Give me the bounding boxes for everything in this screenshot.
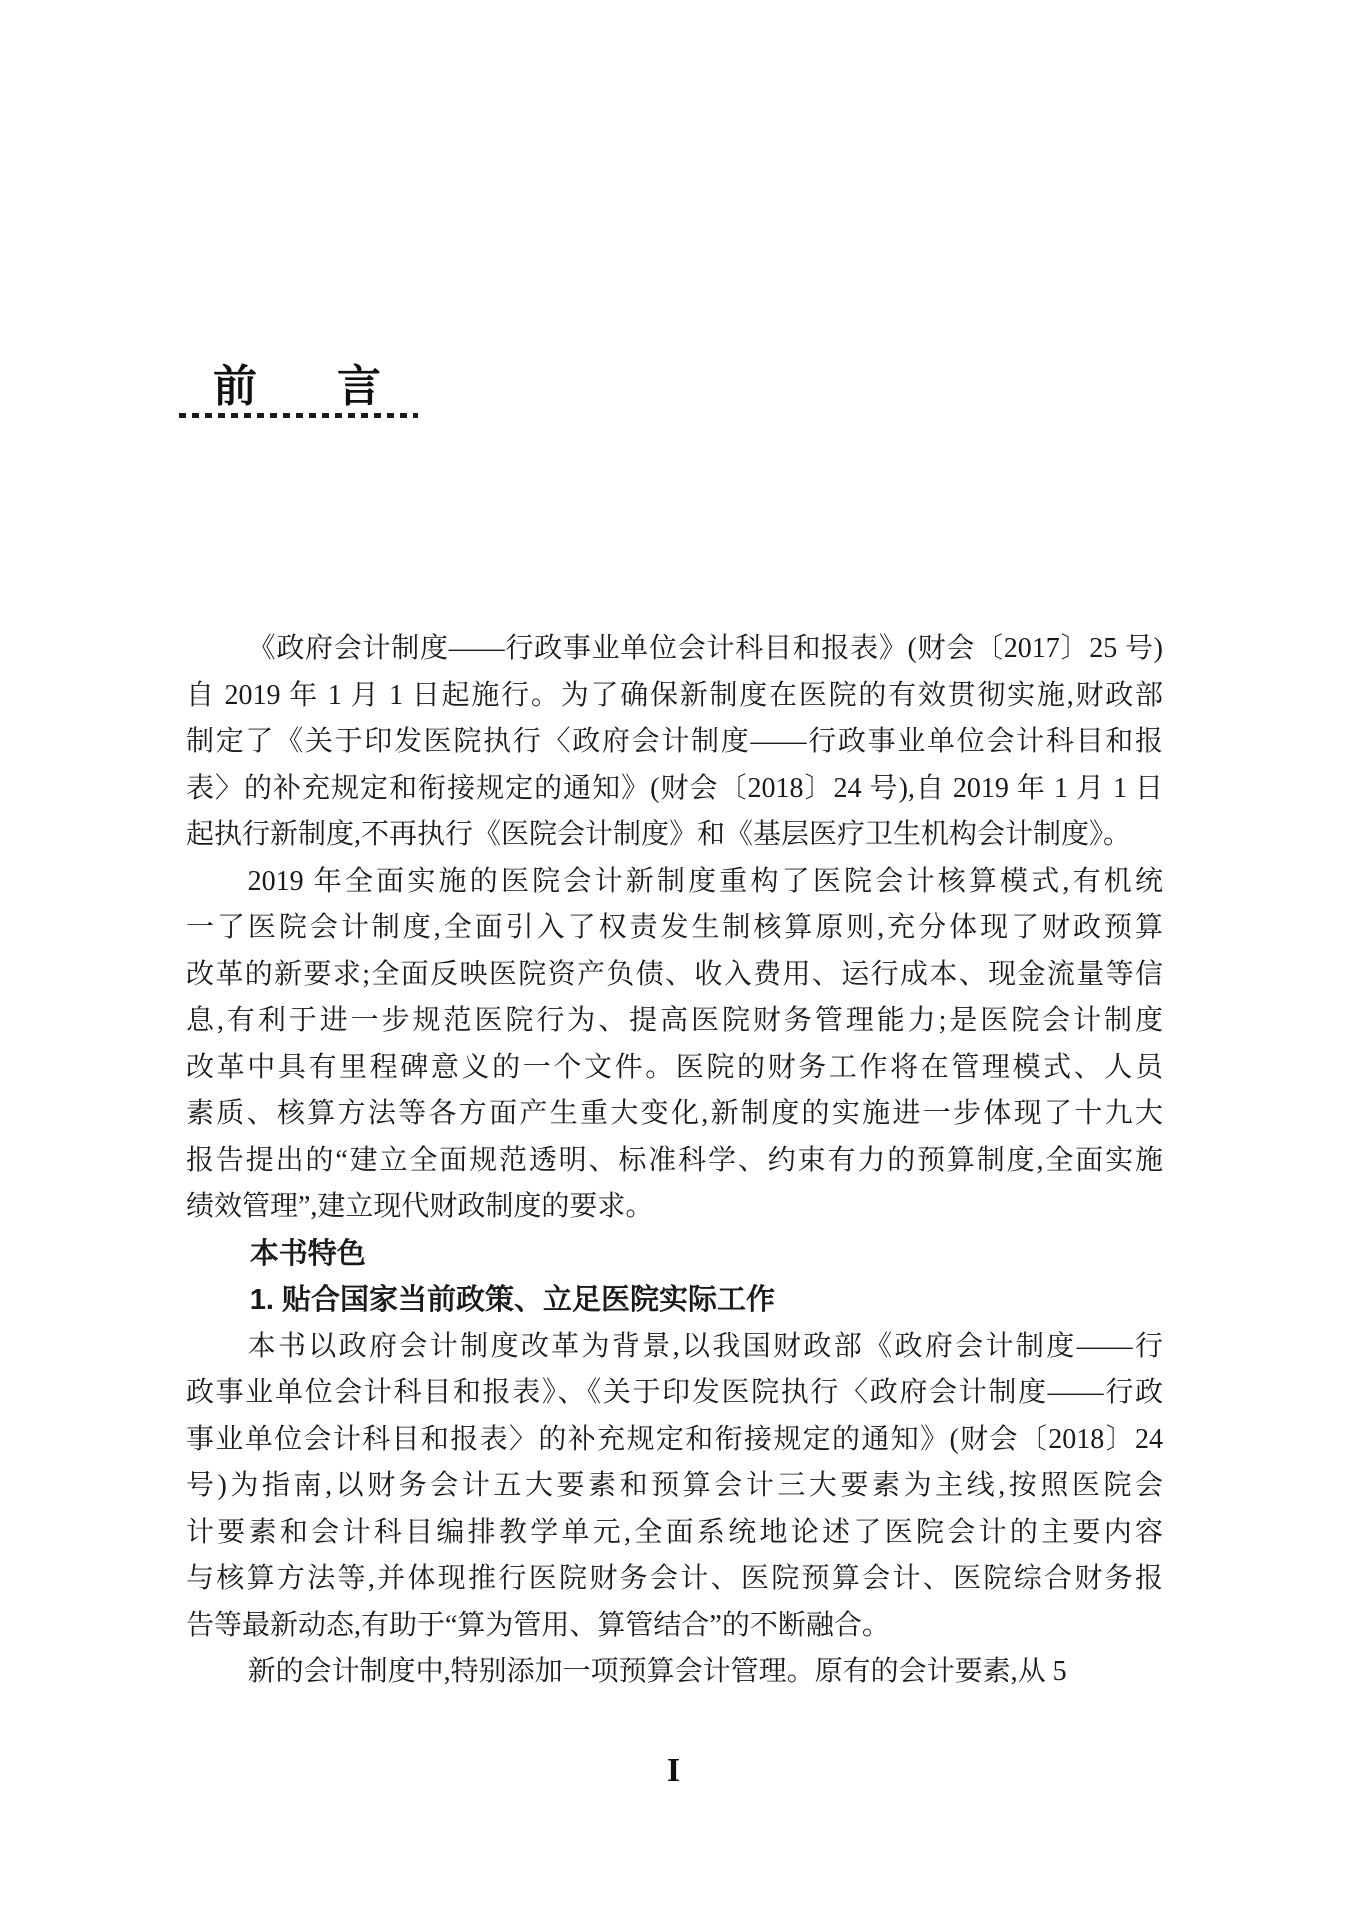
paragraph bbox=[186, 859, 1163, 1231]
text-line: 报告提出的“建立全面规范透明、标准科学、约束有力的预算制度,全面实施 bbox=[186, 1144, 1163, 1176]
page-title: 前 言 bbox=[213, 362, 399, 411]
text-line: 自 2019 年 1 月 1 日起施行。为了确保新制度在医院的有效贯彻实施,财政部 bbox=[186, 679, 1163, 711]
paragraph bbox=[186, 626, 1163, 859]
text-line: 新的会计制度中,特别添加一项预算会计管理。原有的会计要素,从 5 bbox=[247, 1656, 1067, 1687]
text-line: 绩效管理”,建立现代财政制度的要求。 bbox=[186, 1191, 654, 1222]
title-dashed-underline bbox=[179, 413, 418, 418]
text-line: 一了医院会计制度,全面引入了权责发生制核算原则,充分体现了财政预算 bbox=[186, 912, 1163, 943]
text-line: 计要素和会计科目编排教学单元,全面系统地论述了医院会计的主要内容 bbox=[186, 1516, 1163, 1548]
paragraph bbox=[186, 1324, 1163, 1650]
paragraph bbox=[186, 1649, 1163, 1696]
text-line: 《政府会计制度——行政事业单位会计科目和报表》(财会〔2017〕25 号) bbox=[247, 633, 1163, 664]
page-number: I bbox=[666, 1752, 681, 1789]
text-line: 表〉的补充规定和衔接规定的通知》(财会〔2018〕24 号),自 2019 年 1 月 1 日 bbox=[186, 772, 1163, 804]
text-line: 本书特色 bbox=[249, 1237, 366, 1270]
text-line: 息,有利于进一步规范医院行为、提高医院财务管理能力;是医院会计制度 bbox=[186, 1005, 1163, 1036]
section-heading bbox=[186, 1231, 1163, 1278]
text-line: 改革中具有里程碑意义的一个文件。医院的财务工作将在管理模式、人员 bbox=[186, 1051, 1163, 1083]
text-line: 事业单位会计科目和报表〉的补充规定和衔接规定的通知》(财会〔2018〕24 bbox=[186, 1423, 1163, 1455]
text-line: 本书以政府会计制度改革为背景,以我国财政部《政府会计制度——行 bbox=[247, 1330, 1163, 1362]
text-line: 与核算方法等,并体现推行医院财务会计、医院预算会计、医院综合财务报 bbox=[186, 1563, 1163, 1594]
text-line: 2019 年全面实施的医院会计新制度重构了医院会计核算模式,有机统 bbox=[247, 865, 1163, 897]
text-line: 政事业单位会计科目和报表》、《关于印发医院执行〈政府会计制度——行政 bbox=[186, 1377, 1163, 1408]
text-line: 告等最新动态,有助于“算为管用、算管结合”的不断融合。 bbox=[186, 1609, 890, 1641]
section-heading bbox=[186, 1277, 1163, 1324]
text-line: 制定了《关于印发医院执行〈政府会计制度——行政事业单位会计科目和报 bbox=[186, 726, 1163, 757]
text-line: 素质、核算方法等各方面产生重大变化,新制度的实施进一步体现了十九大 bbox=[186, 1098, 1163, 1129]
page-body bbox=[186, 626, 1163, 1696]
text-line: 起执行新制度,不再执行《医院会计制度》和《基层医疗卫生机构会计制度》。 bbox=[186, 819, 1132, 850]
text-line: 改革的新要求;全面反映医院资产负债、收入费用、运行成本、现金流量等信 bbox=[186, 958, 1163, 990]
text-line: 1. 贴合国家当前政策、立足医院实际工作 bbox=[249, 1284, 776, 1316]
text-line: 号)为指南,以财务会计五大要素和预算会计三大要素为主线,按照医院会 bbox=[186, 1470, 1163, 1501]
